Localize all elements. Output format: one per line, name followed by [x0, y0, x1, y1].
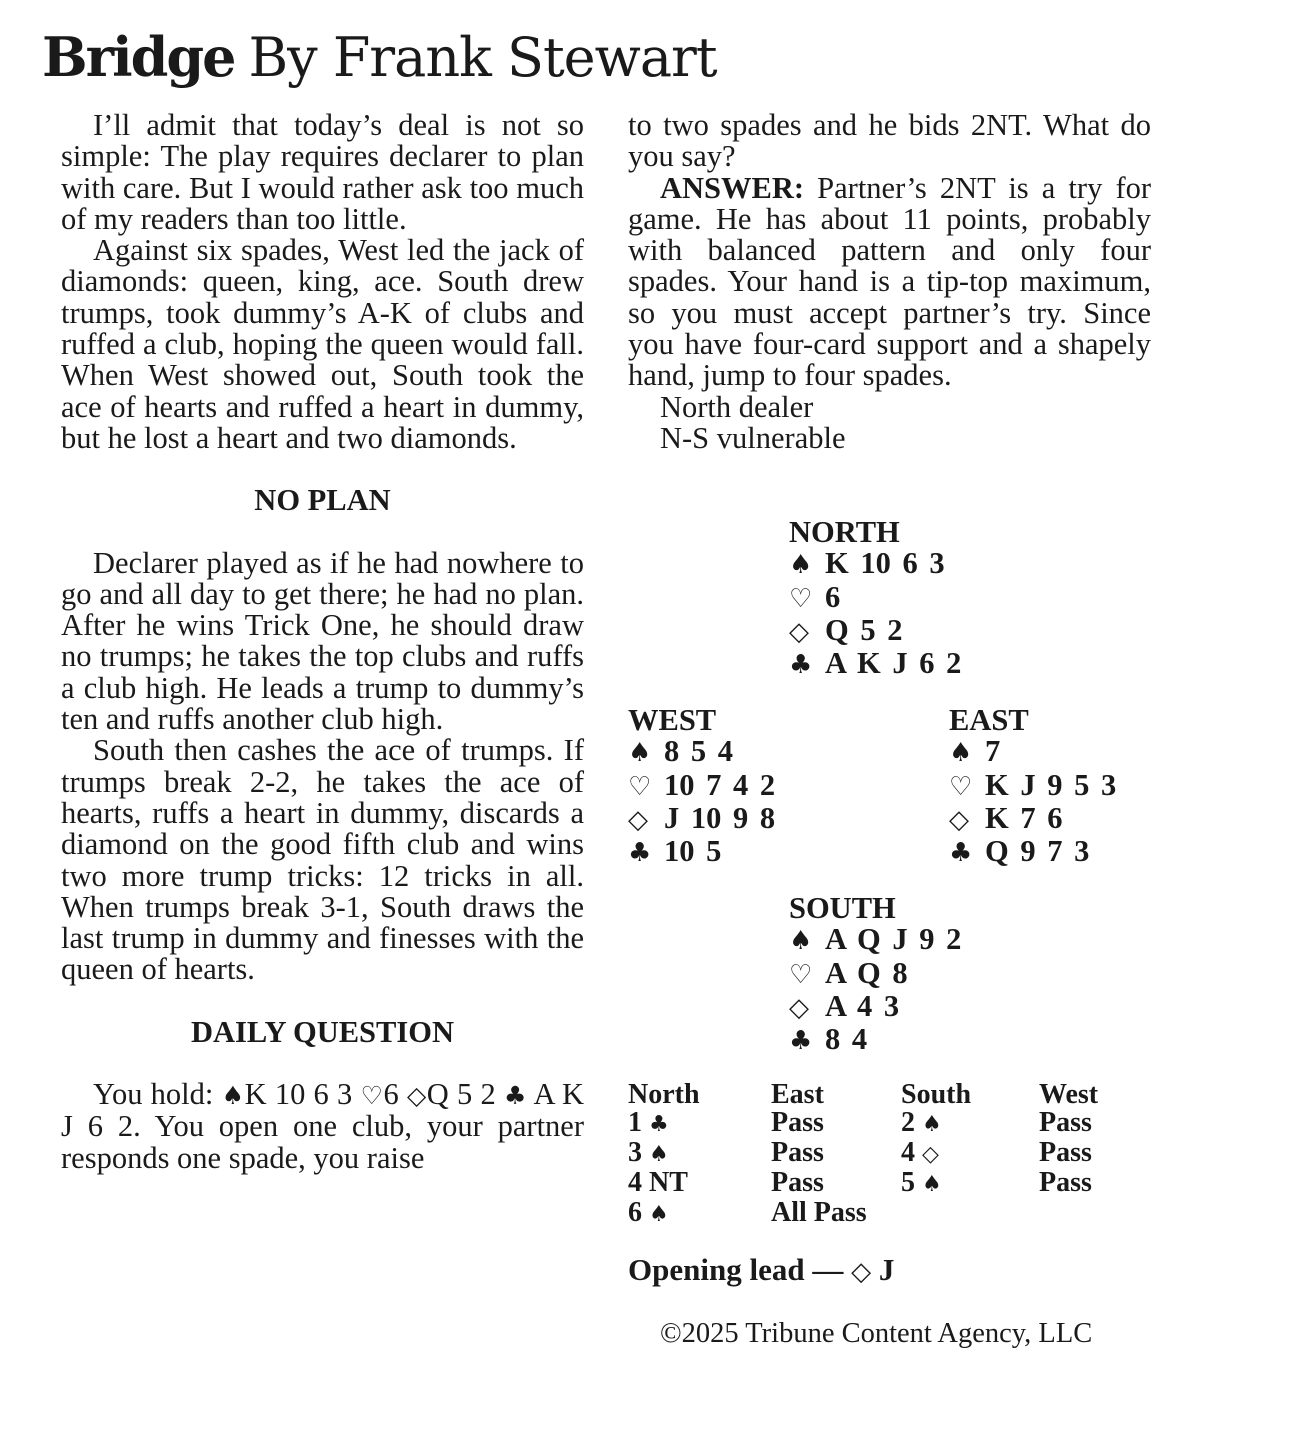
spade-icon: ♠	[628, 738, 652, 769]
hand-label: SOUTH	[789, 891, 896, 925]
bidding-header-west: West	[1039, 1079, 1099, 1110]
bid-level: Pass	[1039, 1107, 1092, 1138]
bid-south	[901, 1199, 1039, 1229]
north-clubs: A K J 6 2	[825, 646, 962, 681]
bid-level: Pass	[771, 1167, 824, 1198]
bid-east	[771, 1139, 901, 1169]
bid-west	[1039, 1109, 1182, 1139]
club-icon: ♣	[503, 1081, 527, 1111]
bid-south	[901, 1169, 1039, 1199]
article-left-column	[61, 110, 584, 1174]
east-clubs: Q 9 7 3	[985, 834, 1090, 869]
bidding-row	[628, 1139, 1182, 1169]
bidding-header-south: South	[901, 1079, 972, 1110]
bid-north	[628, 1169, 771, 1199]
spade-icon: ♠	[649, 1202, 669, 1227]
east-spades: 7	[985, 734, 1001, 769]
article-right-column	[628, 110, 1151, 454]
title-bridge: Bridge	[42, 25, 235, 89]
bid-level: Pass	[771, 1137, 824, 1168]
bidding-table	[628, 1081, 1182, 1229]
north-spades: K 10 6 3	[825, 546, 945, 581]
opening-lead-card: J	[878, 1252, 895, 1287]
bid-north	[628, 1109, 771, 1139]
bid-east	[771, 1169, 901, 1199]
spade-icon: ♠	[649, 1142, 669, 1167]
club-icon: ♣	[628, 838, 652, 869]
question-text: . You open one club, your partner responds one spade, you raise	[61, 1109, 584, 1175]
section-heading-no-plan: NO PLAN	[254, 483, 391, 518]
bidding-header-east: East	[771, 1079, 824, 1110]
spade-icon: ♠	[949, 738, 973, 769]
answer-text: Partner’s 2NT is a try for game. He has about 11 points, probably with balanced pattern and only four spades. Your hand is a tip-top maximum, so you must accept partner’s try. Since you have four-card support and a shapely hand, jump to four spades.	[628, 170, 1152, 393]
answer-label: ANSWER:	[660, 170, 805, 205]
bidding-row	[628, 1109, 1182, 1139]
east-diamonds: K 7 6	[985, 800, 1063, 835]
diamond-icon: ◇	[922, 1142, 939, 1167]
answer-paragraph	[628, 170, 1152, 393]
diamond-icon: ◇	[406, 1081, 427, 1111]
heart-icon: ♡	[628, 771, 652, 802]
opening-lead-label: Opening lead	[628, 1252, 805, 1287]
club-icon: ♣	[789, 650, 813, 681]
bid-north	[628, 1139, 771, 1169]
bidding-row	[628, 1169, 1182, 1199]
bidding-row	[628, 1199, 1182, 1229]
west-clubs: 10 5	[664, 834, 722, 869]
bid-level: 2	[901, 1107, 915, 1138]
club-icon: ♣	[649, 1112, 669, 1137]
west-diamonds: J 10 9 8	[664, 800, 776, 835]
dealer-info: North dealer	[660, 389, 814, 424]
spade-icon: ♠	[221, 1081, 245, 1111]
hand-label: EAST	[949, 703, 1029, 737]
question-paragraph	[61, 1079, 584, 1174]
bidding-header-row	[628, 1081, 1182, 1109]
spade-icon: ♠	[922, 1172, 942, 1197]
diamond-icon: ◇	[628, 804, 648, 835]
west-spades: 8 5 4	[664, 734, 733, 769]
bid-level: 4 NT	[628, 1167, 688, 1198]
diamond-icon: ◇	[789, 616, 809, 647]
no-plan-paragraph-1: Declarer played as if he had nowhere to go and all day to get there; he had no plan. After he wins Trick One, he should draw no trumps; he takes the top clubs and ruffs a club high. He leads a trump to dummy’s ten and ruffs another club high.	[61, 545, 584, 737]
intro-paragraph-2: Against six spades, West led the jack of diamonds: queen, king, ace. South drew trumps, took dummy’s A-K of clubs and ruffed a club, hoping the queen would fall. When West showed out, South took the ace of hearts and ruffed a heart in dummy, but he lost a heart and two diamonds.	[61, 233, 584, 455]
column-title	[42, 22, 717, 93]
vulnerability-info: N-S vulnerable	[660, 420, 846, 455]
bid-level: 6	[628, 1197, 642, 1228]
bid-east	[771, 1109, 901, 1139]
south-hearts: A Q 8	[825, 955, 908, 990]
heart-icon: ♡	[949, 771, 973, 802]
hand-south	[789, 893, 961, 1057]
opening-lead-dash: —	[812, 1252, 844, 1287]
question-hearts: 6	[383, 1077, 399, 1112]
bid-north	[628, 1199, 771, 1229]
south-clubs: 8 4	[825, 1022, 868, 1057]
bid-level: Pass	[1039, 1137, 1092, 1168]
south-spades: A Q J 9 2	[825, 922, 962, 957]
heart-icon: ♡	[789, 959, 813, 990]
title-byline: By Frank Stewart	[248, 26, 717, 89]
question-prefix: You hold:	[93, 1077, 214, 1112]
question-continuation: to two spades and he bids 2NT. What do you say?	[628, 108, 1151, 174]
bid-level: All Pass	[771, 1197, 867, 1228]
no-plan-paragraph-2: South then cashes the ace of trumps. If trumps break 2-2, he takes the ace of hearts, ruffs a heart in dummy, discards a diamond on the good fifth club and wins two more trump tricks: 12 tricks in all. When trumps break 3-1, South draws the last trump in dummy and finesses with the queen of hearts.	[61, 733, 584, 987]
diamond-icon: ◇	[949, 804, 969, 835]
bid-level: 4	[901, 1137, 915, 1168]
bid-west	[1039, 1199, 1182, 1229]
bid-level: 1	[628, 1107, 642, 1138]
bid-south	[901, 1139, 1039, 1169]
question-spades: K 10 6 3	[244, 1077, 353, 1112]
hand-label: NORTH	[789, 515, 900, 549]
spade-icon: ♠	[922, 1112, 942, 1137]
hand-north	[789, 517, 961, 681]
hand-east	[949, 705, 1116, 869]
opening-lead	[628, 1253, 894, 1289]
bid-south	[901, 1109, 1039, 1139]
copyright: ©2025 Tribune Content Agency, LLC	[660, 1318, 1093, 1349]
club-icon: ♣	[789, 1026, 813, 1057]
bid-level: 5	[901, 1167, 915, 1198]
bid-east	[771, 1199, 901, 1229]
north-diamonds: Q 5 2	[825, 612, 903, 647]
bid-level: Pass	[771, 1107, 824, 1138]
east-hearts: K J 9 5 3	[985, 767, 1117, 802]
hand-label: WEST	[628, 703, 717, 737]
bid-west	[1039, 1139, 1182, 1169]
bidding-header-north: North	[628, 1079, 700, 1110]
section-heading-daily-question: DAILY QUESTION	[190, 1014, 454, 1049]
question-clubs: A K J 6 2	[61, 1077, 585, 1144]
hand-west	[628, 705, 775, 869]
spade-icon: ♠	[789, 926, 813, 957]
diamond-icon: ◇	[789, 992, 809, 1023]
bid-level: Pass	[1039, 1167, 1092, 1198]
question-diamonds: Q 5 2	[426, 1077, 496, 1112]
club-icon: ♣	[949, 838, 973, 869]
heart-icon: ♡	[789, 583, 813, 614]
diamond-icon: ◇	[851, 1257, 872, 1287]
spade-icon: ♠	[789, 550, 813, 581]
west-hearts: 10 7 4 2	[664, 767, 776, 802]
south-diamonds: A 4 3	[825, 988, 900, 1023]
heart-icon: ♡	[360, 1081, 384, 1111]
north-hearts: 6	[825, 579, 841, 614]
bid-level: 3	[628, 1137, 642, 1168]
intro-paragraph-1: I’ll admit that today’s deal is not so simple: The play requires declarer to plan with care. But I would rather ask too much of my readers than too little.	[61, 108, 584, 236]
bid-west	[1039, 1169, 1182, 1199]
